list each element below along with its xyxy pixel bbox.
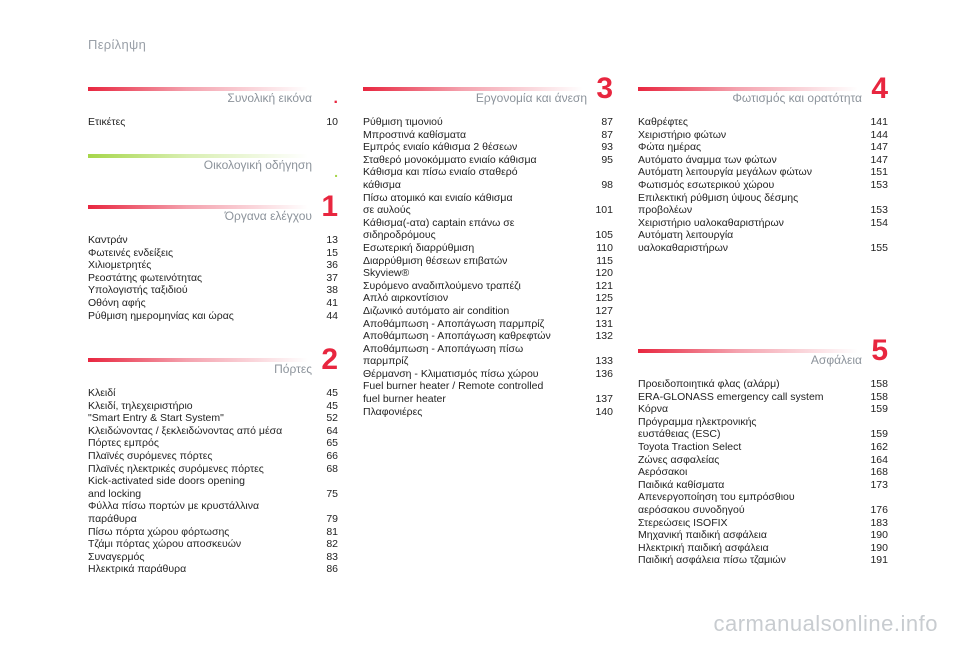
toc-entry[interactable] bbox=[88, 437, 338, 450]
toc-entry[interactable] bbox=[363, 343, 613, 368]
toc-entry-page: 101 bbox=[595, 204, 613, 217]
toc-entry-title: Φύλλα πίσω πορτών με κρυστάλλινα παράθυρα bbox=[88, 500, 260, 525]
toc-entry[interactable] bbox=[88, 538, 338, 551]
toc-entry[interactable] bbox=[638, 179, 888, 192]
toc-entry[interactable] bbox=[88, 387, 338, 400]
toc-entry-page: 125 bbox=[595, 292, 613, 305]
section-5 bbox=[638, 334, 888, 567]
toc-entry-page: 83 bbox=[326, 550, 338, 563]
toc-entry-page: 36 bbox=[326, 259, 338, 272]
toc-entry-page: 45 bbox=[326, 387, 338, 399]
toc-entry[interactable] bbox=[638, 116, 888, 129]
toc-entry-page: 44 bbox=[326, 309, 338, 322]
section-number: . bbox=[333, 90, 338, 107]
entry-list bbox=[363, 116, 613, 418]
toc-entry-title: Θέρμανση - Κλιματισμός πίσω χώρου bbox=[363, 367, 539, 380]
toc-entry[interactable] bbox=[88, 463, 338, 476]
toc-entry[interactable] bbox=[638, 479, 888, 492]
section-title: Εργονομία και άνεση bbox=[475, 91, 587, 105]
toc-entry[interactable] bbox=[638, 378, 888, 391]
toc-entry-page: 93 bbox=[601, 141, 613, 154]
section-overview bbox=[88, 82, 338, 129]
toc-entry-title: Ρύθμιση τιμονιού bbox=[363, 116, 443, 128]
toc-entry[interactable] bbox=[363, 305, 613, 318]
toc-entry[interactable] bbox=[363, 154, 613, 167]
toc-entry-page: 68 bbox=[326, 462, 338, 475]
toc-entry-title: Πρόγραμμα ηλεκτρονικής ευστάθειας (ESC) bbox=[638, 415, 757, 441]
toc-entry-title: Οθόνη αφής bbox=[88, 296, 146, 309]
toc-entry-page: 153 bbox=[870, 204, 888, 217]
toc-entry-title: Συναγερμός bbox=[88, 550, 145, 563]
toc-entry-title: Προειδοποιητικά φλας (αλάρμ) bbox=[638, 378, 780, 390]
toc-entry-page: 75 bbox=[326, 487, 338, 500]
toc-entry-title: Συρόμενο αναδιπλούμενο τραπέζι bbox=[363, 279, 521, 292]
toc-entry-page: 151 bbox=[870, 166, 888, 179]
section-header bbox=[638, 72, 888, 108]
toc-entry[interactable] bbox=[638, 391, 888, 404]
toc-entry-title: Εσωτερική διαρρύθμιση bbox=[363, 241, 475, 254]
entry-list bbox=[88, 387, 338, 576]
toc-entry-page: 86 bbox=[326, 563, 338, 576]
toc-entry-page: 162 bbox=[870, 440, 888, 453]
toc-entry[interactable] bbox=[88, 284, 338, 297]
section-title: Όργανα ελέγχου bbox=[224, 209, 312, 223]
toc-entry-title: Κλειδώνοντας / ξεκλειδώνοντας από μέσα bbox=[88, 424, 283, 437]
toc-entry-title: Φωτεινές ενδείξεις bbox=[88, 246, 174, 259]
toc-entry-title: Εμπρός ενιαίο κάθισμα 2 θέσεων bbox=[363, 141, 518, 154]
toc-entry-page: 137 bbox=[595, 393, 613, 406]
toc-entry-title: Πλαφονιέρες bbox=[363, 405, 423, 418]
toc-entry-page: 82 bbox=[326, 538, 338, 551]
toc-entry[interactable] bbox=[638, 217, 888, 230]
toc-entry[interactable] bbox=[363, 292, 613, 305]
toc-entry-title: Ηλεκτρική παιδική ασφάλεια bbox=[638, 541, 769, 554]
toc-entry-title: Skyview® bbox=[363, 267, 410, 280]
toc-entry-title: Παιδική ασφάλεια πίσω τζαμιών bbox=[638, 554, 786, 567]
section-title: Ασφάλεια bbox=[810, 353, 862, 367]
toc-entry-page: 98 bbox=[601, 178, 613, 191]
toc-entry[interactable] bbox=[88, 475, 338, 500]
section-header bbox=[88, 82, 338, 108]
toc-entry-page: 164 bbox=[870, 453, 888, 466]
toc-entry-page: 154 bbox=[870, 216, 888, 229]
toc-entry-page: 176 bbox=[870, 503, 888, 516]
toc-entry-page: 105 bbox=[595, 229, 613, 242]
toc-entry-page: 127 bbox=[595, 304, 613, 317]
toc-entry-title: Αυτόματη λειτουργία μεγάλων φώτων bbox=[638, 166, 812, 179]
toc-entry[interactable] bbox=[88, 116, 338, 129]
toc-entry[interactable] bbox=[88, 425, 338, 438]
toc-entry[interactable] bbox=[638, 454, 888, 467]
section-title: Φωτισμός και ορατότητα bbox=[732, 91, 862, 105]
toc-entry[interactable] bbox=[363, 267, 613, 280]
entry-list bbox=[88, 116, 338, 129]
toc-entry-page: 153 bbox=[870, 178, 888, 191]
toc-entry-title: Απενεργοποίηση του εμπρόσθιου αερόσακου συνοδηγού bbox=[638, 491, 795, 516]
section-header bbox=[88, 149, 338, 180]
toc-entry-page: 190 bbox=[870, 529, 888, 542]
toc-entry[interactable] bbox=[363, 380, 613, 405]
toc-entry[interactable] bbox=[363, 255, 613, 268]
toc-entry-page: 15 bbox=[326, 246, 338, 259]
toc-entry[interactable] bbox=[88, 234, 338, 247]
section-number: . bbox=[334, 164, 338, 180]
toc-entry-page: 64 bbox=[326, 424, 338, 437]
toc-entry-page: 155 bbox=[870, 241, 888, 254]
toc-entry[interactable] bbox=[363, 368, 613, 381]
toc-entry-title: Αυτόματη λειτουργία υαλοκαθαριστήρων bbox=[638, 229, 734, 254]
section-number: 5 bbox=[871, 334, 888, 367]
toc-entry[interactable] bbox=[638, 491, 888, 516]
entry-list bbox=[88, 234, 338, 322]
toc-entry-title: Πίσω ατομικό και ενιαίο κάθισμα σε αυλούς bbox=[363, 191, 513, 217]
toc-entry-title: Κλειδί, τηλεχειριστήριο bbox=[88, 399, 193, 412]
toc-entry-page: 158 bbox=[870, 378, 888, 390]
toc-entry[interactable] bbox=[638, 441, 888, 454]
toc-entry-page: 159 bbox=[870, 428, 888, 441]
toc-entry[interactable] bbox=[363, 217, 613, 242]
toc-entry-page: 168 bbox=[870, 466, 888, 479]
toc-entry[interactable] bbox=[88, 563, 338, 576]
toc-entry[interactable] bbox=[638, 529, 888, 542]
toc-entry[interactable] bbox=[363, 406, 613, 419]
toc-entry[interactable] bbox=[363, 192, 613, 217]
toc-entry-page: 81 bbox=[326, 525, 338, 538]
toc-entry-title: Διαρρύθμιση θέσεων επιβατών bbox=[363, 254, 508, 267]
toc-entry[interactable] bbox=[88, 297, 338, 310]
toc-entry-page: 158 bbox=[870, 390, 888, 403]
toc-entry-title: Αποθάμπωση - Αποπάγωση καθρεφτών bbox=[363, 330, 551, 343]
toc-entry[interactable] bbox=[638, 229, 888, 254]
toc-entry-title: Σταθερό μονοκόμματο ενιαίο κάθισμα bbox=[363, 153, 537, 166]
toc-entry-title: Φώτα ημέρας bbox=[638, 141, 702, 154]
toc-entry-title: Ρεοστάτης φωτεινότητας bbox=[88, 271, 203, 284]
toc-entry-page: 41 bbox=[326, 296, 338, 309]
toc-entry[interactable] bbox=[88, 272, 338, 285]
toc-entry-page: 191 bbox=[870, 554, 888, 567]
section-title: Πόρτες bbox=[274, 362, 312, 376]
toc-entry-page: 10 bbox=[326, 116, 338, 128]
toc-entry[interactable] bbox=[638, 542, 888, 555]
toc-entry[interactable] bbox=[638, 141, 888, 154]
toc-entry-page: 110 bbox=[596, 241, 613, 254]
toc-entry-title: Κάθισμα(-ατα) captain επάνω σε σιδηροδρόμους bbox=[363, 216, 515, 242]
section-header bbox=[363, 72, 613, 108]
toc-entry[interactable] bbox=[88, 400, 338, 413]
toc-entry-title: Χειριστήριο υαλοκαθαριστήρων bbox=[638, 216, 784, 229]
toc-entry-title: Ρύθμιση ημερομηνίας και ώρας bbox=[88, 309, 234, 322]
toc-entry-page: 95 bbox=[601, 153, 613, 166]
toc-entry-page: 133 bbox=[595, 355, 613, 368]
toc-entry[interactable] bbox=[638, 192, 888, 217]
section-title: Συνολική εικόνα bbox=[227, 91, 312, 105]
toc-entry[interactable] bbox=[638, 129, 888, 142]
toc-entry-title: Ζώνες ασφαλείας bbox=[638, 453, 720, 466]
toc-entry-title: Υπολογιστής ταξιδιού bbox=[88, 284, 188, 297]
toc-entry[interactable] bbox=[363, 116, 613, 129]
toc-entry-page: 87 bbox=[601, 128, 613, 141]
toc-entry[interactable] bbox=[363, 141, 613, 154]
section-header bbox=[88, 190, 338, 226]
toc-entry-title: Τζάμι πόρτας χώρου αποσκευών bbox=[88, 538, 242, 551]
toc-entry-page: 159 bbox=[870, 403, 888, 416]
toc-entry-page: 121 bbox=[595, 279, 613, 292]
toc-entry-page: 79 bbox=[326, 512, 338, 525]
toc-entry[interactable] bbox=[88, 526, 338, 539]
toc-entry[interactable] bbox=[88, 500, 338, 525]
toc-entry-title: Αυτόματο άναμμα των φώτων bbox=[638, 153, 777, 166]
toc-entry-page: 131 bbox=[595, 317, 613, 330]
toc-entry-page: 38 bbox=[326, 284, 338, 297]
toc-entry-title: Πλαϊνές ηλεκτρικές συρόμενες πόρτες bbox=[88, 462, 264, 475]
section-number: 1 bbox=[321, 190, 338, 223]
toc-entry-title: Παιδικά καθίσματα bbox=[638, 478, 725, 491]
toc-entry[interactable] bbox=[88, 450, 338, 463]
toc-entry-page: 132 bbox=[595, 330, 613, 343]
toc-entry-title: Kick-activated side doors opening and locking bbox=[88, 475, 246, 500]
toc-entry[interactable] bbox=[638, 416, 888, 441]
toc-entry-title: Κάθισμα και πίσω ενιαίο σταθερό κάθισμα bbox=[363, 166, 518, 191]
section-header bbox=[88, 343, 338, 379]
section-eco bbox=[88, 149, 338, 180]
entry-list bbox=[638, 378, 888, 567]
toc-entry[interactable] bbox=[88, 247, 338, 260]
toc-entry[interactable] bbox=[363, 166, 613, 191]
toc-entry-title: Ετικέτες bbox=[88, 116, 126, 128]
toc-entry[interactable] bbox=[363, 242, 613, 255]
toc-entry-page: 147 bbox=[870, 153, 888, 166]
toc-entry[interactable] bbox=[363, 280, 613, 293]
toc-entry-title: Toyota Traction Select bbox=[638, 440, 742, 453]
section-3 bbox=[363, 72, 613, 418]
toc-entry-page: 147 bbox=[870, 141, 888, 154]
toc-entry[interactable] bbox=[88, 412, 338, 425]
toc-entry-title: Κόρνα bbox=[638, 403, 669, 416]
toc-entry[interactable] bbox=[638, 554, 888, 567]
toc-entry-title: Χιλιομετρητές bbox=[88, 259, 152, 272]
toc-entry[interactable] bbox=[88, 551, 338, 564]
section-1 bbox=[88, 190, 338, 322]
watermark: carmanualsonline.info bbox=[713, 611, 938, 636]
toc-entry-title: Καντράν bbox=[88, 234, 128, 246]
toc-entry-title: ERA-GLONASS emergency call system bbox=[638, 390, 824, 403]
toc-entry-title: Μπροστινά καθίσματα bbox=[363, 128, 467, 141]
toc-entry-page: 87 bbox=[601, 116, 613, 128]
toc-entry-title: Αποθάμπωση - Αποπάγωση πίσω παρμπρίζ bbox=[363, 342, 524, 368]
toc-entry-title: Αερόσακοι bbox=[638, 466, 688, 479]
toc-entry-title: Ηλεκτρικά παράθυρα bbox=[88, 563, 187, 576]
toc-entry[interactable] bbox=[638, 466, 888, 479]
section-2 bbox=[88, 343, 338, 576]
section-header bbox=[638, 334, 888, 370]
section-number: 3 bbox=[596, 72, 613, 105]
toc-entry-title: Πόρτες εμπρός bbox=[88, 437, 159, 450]
toc-entry-title: Κλειδί bbox=[88, 387, 116, 399]
toc-entry[interactable] bbox=[638, 166, 888, 179]
toc-entry[interactable] bbox=[638, 154, 888, 167]
section-4 bbox=[638, 72, 888, 255]
toc-entry-title: Επιλεκτική ρύθμιση ύψους δέσμης προβολέων bbox=[638, 191, 799, 217]
page-title: Περίληψη bbox=[88, 37, 147, 52]
toc-entry-page: 120 bbox=[595, 267, 613, 280]
section-number: 4 bbox=[871, 72, 888, 105]
toc-entry-title: Πλαϊνές συρόμενες πόρτες bbox=[88, 449, 213, 462]
toc-entry[interactable] bbox=[363, 330, 613, 343]
toc-entry[interactable] bbox=[363, 129, 613, 142]
toc-entry-title: Fuel burner heater / Remote controlled fuel burner heater bbox=[363, 380, 544, 406]
toc-entry-page: 45 bbox=[326, 399, 338, 412]
toc-entry-title: Χειριστήριο φώτων bbox=[638, 128, 727, 141]
toc-entry-page: 183 bbox=[870, 516, 888, 529]
toc-entry-page: 136 bbox=[595, 367, 613, 380]
section-title: Οικολογική οδήγηση bbox=[203, 158, 312, 172]
toc-entry-page: 37 bbox=[326, 271, 338, 284]
toc-entry-title: Στερεώσεις ISOFIX bbox=[638, 516, 728, 529]
toc-entry-page: 65 bbox=[326, 437, 338, 450]
toc-entry[interactable] bbox=[363, 318, 613, 331]
toc-entry-title: "Smart Entry & Start System" bbox=[88, 412, 224, 425]
toc-entry[interactable] bbox=[638, 517, 888, 530]
toc-entry-title: Απλό αιρκοντίσιον bbox=[363, 292, 449, 305]
toc-entry[interactable] bbox=[638, 403, 888, 416]
entry-list bbox=[638, 116, 888, 255]
section-number: 2 bbox=[321, 343, 338, 376]
toc-entry-page: 13 bbox=[326, 234, 338, 246]
toc-entry-title: Αποθάμπωση - Αποπάγωση παρμπρίζ bbox=[363, 317, 545, 330]
toc-entry-page: 144 bbox=[870, 128, 888, 141]
toc-entry-page: 141 bbox=[870, 116, 888, 128]
toc-entry-page: 190 bbox=[870, 541, 888, 554]
toc-entry[interactable] bbox=[88, 310, 338, 323]
toc-entry-title: Διζωνικό αυτόματο air condition bbox=[363, 304, 510, 317]
toc-entry-page: 140 bbox=[595, 405, 613, 418]
toc-entry-title: Πίσω πόρτα χώρου φόρτωσης bbox=[88, 525, 230, 538]
toc-entry[interactable] bbox=[88, 259, 338, 272]
toc-entry-title: Μηχανική παιδική ασφάλεια bbox=[638, 529, 767, 542]
toc-entry-title: Φωτισμός εσωτερικού χώρου bbox=[638, 178, 775, 191]
toc-entry-page: 52 bbox=[326, 412, 338, 425]
toc-entry-page: 66 bbox=[326, 449, 338, 462]
toc-entry-page: 115 bbox=[596, 254, 613, 267]
toc-entry-page: 173 bbox=[870, 478, 888, 491]
toc-entry-title: Καθρέφτες bbox=[638, 116, 688, 128]
